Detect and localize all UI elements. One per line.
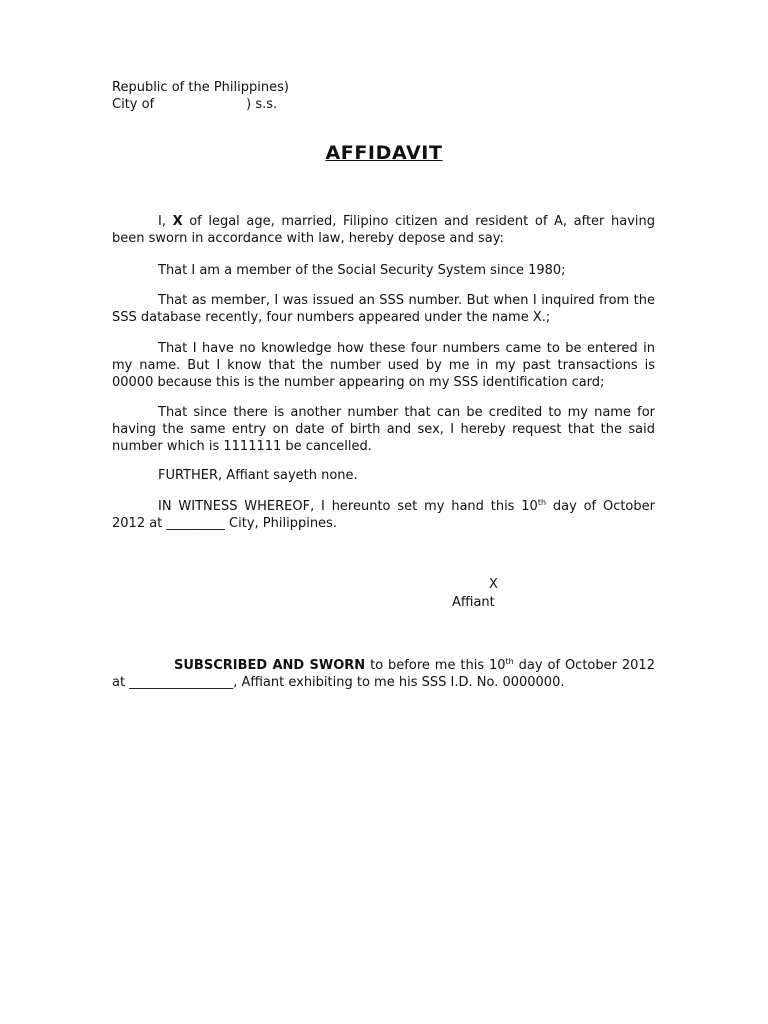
request-paragraph bbox=[112, 404, 655, 455]
venue-city-prefix: City of bbox=[112, 97, 155, 112]
further-text: FURTHER, Affiant sayeth none. bbox=[158, 468, 358, 483]
knowledge-text: That I have no knowledge how these four numbers came to be entered in my name. But I know that the number used by me in my past transactions is 00000 because this is the number appearing on my SSS identification card; bbox=[112, 341, 655, 390]
sss-number-paragraph bbox=[112, 292, 655, 326]
further-paragraph bbox=[112, 467, 655, 484]
signature-name: X bbox=[489, 577, 498, 592]
intro-pre: I, bbox=[158, 214, 173, 229]
venue-country-line: Republic of the Philippines) bbox=[112, 80, 289, 95]
venue-block bbox=[112, 79, 289, 113]
intro-paragraph bbox=[112, 213, 655, 247]
witness-paragraph bbox=[112, 498, 655, 532]
intro-post: of legal age, married, Filipino citizen and resident of A, after having been sworn in accordance with law, hereby depose and say: bbox=[112, 214, 655, 246]
sss-number-text: That as member, I was issued an SSS number. But when I inquired from the SSS database recently, four numbers appeared under the name X.; bbox=[112, 293, 655, 325]
membership-paragraph bbox=[112, 262, 655, 279]
witness-ordinal: th bbox=[537, 498, 547, 507]
jurat-ordinal: th bbox=[505, 657, 514, 666]
request-text: That since there is another number that can be credited to my name for having the same entry on date of birth and sex, I hereby request that the said number which is 1111111 be cancelled. bbox=[112, 405, 655, 454]
jurat-paragraph bbox=[112, 657, 655, 691]
affiant-name: X bbox=[172, 214, 183, 229]
jurat-heading: SUBSCRIBED AND SWORN bbox=[174, 658, 366, 673]
signature-label: Affiant bbox=[452, 595, 495, 610]
membership-text: That I am a member of the Social Security System since 1980; bbox=[158, 263, 566, 278]
witness-pre: IN WITNESS WHEREOF, I hereunto set my hand this 10 bbox=[158, 499, 538, 514]
jurat-pre: to before me this 10 bbox=[365, 658, 506, 673]
jurat-post: day of October 2012 at ________________, Affiant exhibiting to me his SSS I.D. No. 0000000. bbox=[112, 658, 655, 690]
venue-city-line bbox=[112, 96, 289, 113]
venue-city-suffix: ) s.s. bbox=[246, 97, 278, 112]
document-title: AFFIDAVIT bbox=[325, 142, 443, 164]
knowledge-paragraph bbox=[112, 340, 655, 391]
witness-post: day of October 2012 at _________ City, Philippines. bbox=[112, 499, 655, 531]
